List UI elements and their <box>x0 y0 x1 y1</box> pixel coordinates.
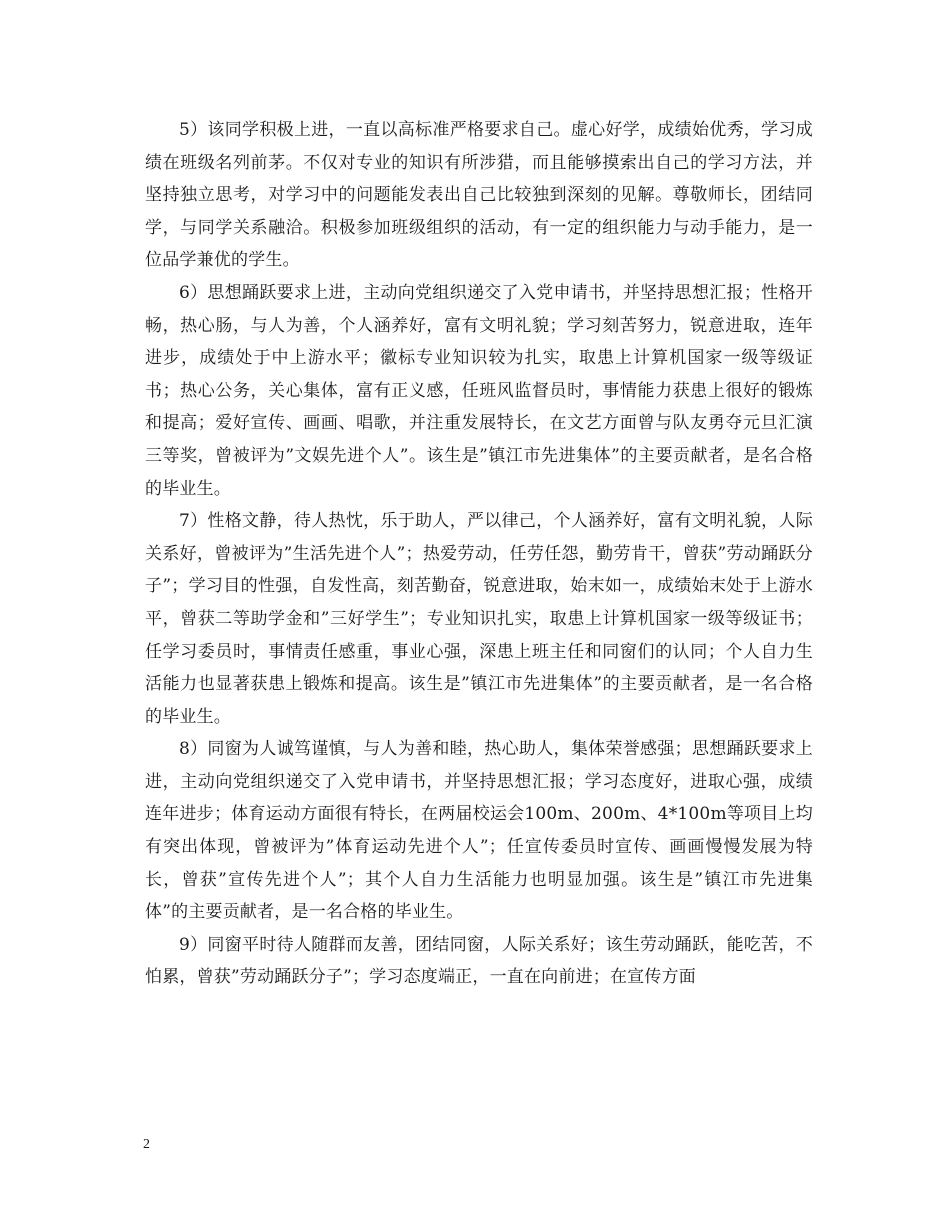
paragraph-7: 7）性格文静，待人热忱，乐于助人，严以律己，个人涵养好，富有文明礼貌，人际关系好，曾被评为”生活先进个人”；热爱劳动，任劳任怨，勤劳肯干，曾获”劳动踊跃分子”；学习目的性强，自发性高，刻苦勤奋，锐意进取，始末如一，成绩始末处于上游水平，曾获二等助学金和”三好学生”；专业知识扎实，取患上计算机国家一级等级证书；任学习委员时，事情责任感重，事业心强，深患上班主任和同窗们的认同；个人自力生活能力也显著获患上锻炼和提高。该生是”镇江市先进集体”的主要贡献者，是一名合格的毕业生。 <box>145 511 813 727</box>
paragraph-5: 5）该同学积极上进，一直以高标准严格要求自己。虚心好学，成绩始优秀，学习成绩在班级名列前茅。不仅对专业的知识有所涉猎，而且能够摸索出自己的学习方法，并坚持独立思考，对学习中的问题能发表出自己比较独到深刻的见解。尊敬师长，团结同学，与同学关系融洽。积极参加班级组织的活动，有一定的组织能力与动手能力，是一位品学兼优的学生。 <box>145 120 813 271</box>
body-text <box>145 114 813 994</box>
paragraph-8: 8）同窗为人诚笃谨慎，与人为善和睦，热心助人，集体荣誉感强；思想踊跃要求上进，主动向党组织递交了入党申请书，并坚持思想汇报；学习态度好，进取心强，成绩连年进步；体育运动方面很有特长，在两届校运会100m、200m、4*100m等项目上均有突出体现，曾被评为”体育运动先进个人”；任宣传委员时宣传、画画慢慢发展为特长，曾获”宣传先进个人”；其个人自力生活能力也明显加强。该生是”镇江市先进集体”的主要贡献者，是一名合格的毕业生。 <box>145 739 813 923</box>
page-number: 2 <box>143 1137 150 1152</box>
paragraph-6: 6）思想踊跃要求上进，主动向党组织递交了入党申请书，并坚持思想汇报；性格开畅，热心肠，与人为善，个人涵养好，富有文明礼貌；学习刻苦努力，锐意进取，连年进步，成绩处于中上游水平；徽标专业知识较为扎实，取患上计算机国家一级等级证书；热心公务，关心集体，富有正义感，任班风监督员时，事情能力获患上很好的锻炼和提高；爱好宣传、画画、唱歌，并注重发展特长，在文艺方面曾与队友勇夺元旦汇演三等奖，曾被评为”文娱先进个人”。该生是”镇江市先进集体”的主要贡献者，是名合格的毕业生。 <box>145 282 813 499</box>
paragraph-9: 9）同窗平时待人随群而友善，团结同窗，人际关系好；该生劳动踊跃，能吃苦，不怕累，曾获”劳动踊跃分子”；学习态度端正，一直在向前进；在宣传方面 <box>145 934 813 988</box>
